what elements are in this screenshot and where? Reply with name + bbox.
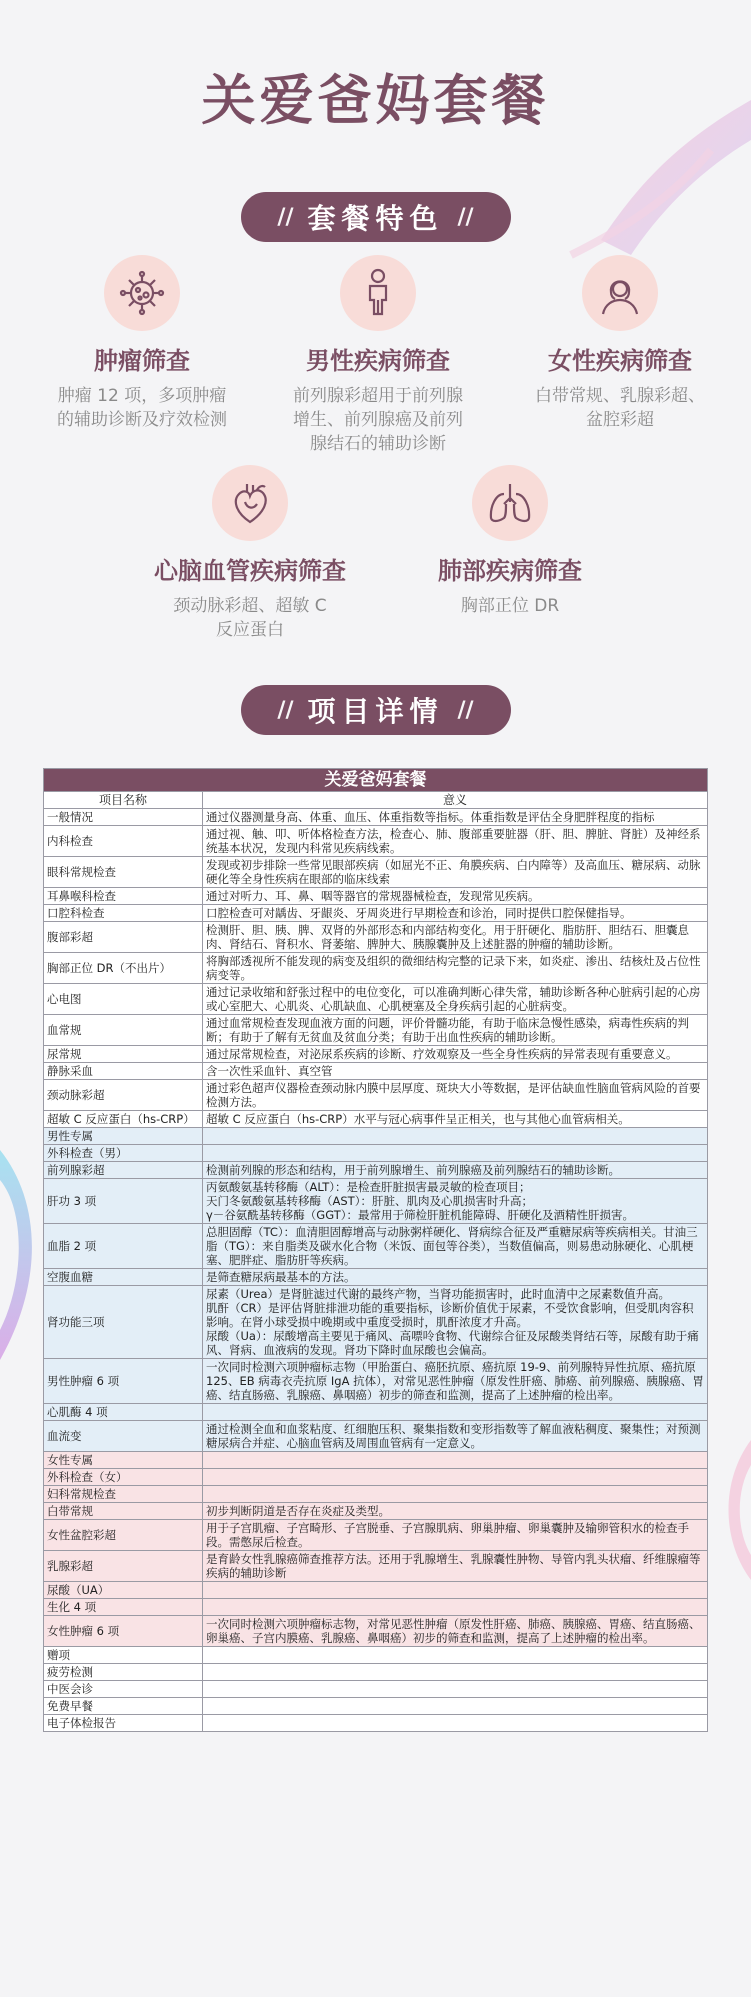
item-meaning bbox=[203, 1698, 708, 1715]
feature-desc-line: 肿瘤 12 项，多项肿瘤 bbox=[57, 386, 227, 406]
item-meaning bbox=[203, 1599, 708, 1616]
item-meaning bbox=[203, 1145, 708, 1162]
feature-title: 男性疾病筛查 bbox=[306, 347, 450, 375]
feature-desc-line: 颈动脉彩超、超敏 C bbox=[173, 596, 327, 616]
table-row bbox=[44, 1664, 708, 1681]
item-name: 免费早餐 bbox=[44, 1698, 203, 1715]
feature-desc bbox=[400, 594, 620, 618]
item-meaning: 总胆固醇（TC）：血清胆固醇增高与动脉粥样硬化、肾病综合征及严重糖尿病等疾病相关。甘油三脂（TG）：来自脂类及碳水化合物（米饭、面包等谷类），当数值偏高，则易患动脉硬化、心肌梗塞、肥胖症、脂肪肝等疾病。 bbox=[203, 1224, 708, 1269]
table-row bbox=[44, 1179, 708, 1224]
item-meaning bbox=[203, 1647, 708, 1664]
table-row bbox=[44, 1162, 708, 1179]
item-meaning: 通过检测全血和血浆粘度、红细胞压积、聚集指数和变形指数等了解血液粘稠度、聚集性；对预测糖尿病合并症、心脑血管病及周围血管病有一定意义。 bbox=[203, 1421, 708, 1452]
item-meaning: 一次同时检测六项肿瘤标志物，对常见恶性肿瘤（原发性肝癌、肺癌、胰腺癌、胃癌、结直肠癌、卵巢癌、子宫内膜癌、乳腺癌、鼻咽癌）初步的筛查和监测，提高了上述肿瘤的检出率。 bbox=[203, 1616, 708, 1647]
table-row bbox=[44, 1404, 708, 1421]
item-meaning: 通过对听力、耳、鼻、咽等器官的常规器械检查，发现常见疾病。 bbox=[203, 888, 708, 905]
item-meaning: 含一次性采血针、真空管 bbox=[203, 1063, 708, 1080]
table-row bbox=[44, 1080, 708, 1111]
table-row bbox=[44, 1145, 708, 1162]
feature-desc-line: 白带常规、乳腺彩超、 bbox=[535, 386, 705, 406]
item-meaning: 检测肝、胆、胰、脾、双肾的外部形态和内部结构变化。用于肝硬化、脂肪肝、胆结石、胆囊息肉、肾结石、肾积水、肾萎缩、脾肿大、胰腺囊肿及上述脏器的肿瘤的辅助诊断。 bbox=[203, 922, 708, 953]
item-meaning: 口腔检查可对龋齿、牙龈炎、牙周炎进行早期检查和诊治，同时提供口腔保健指导。 bbox=[203, 905, 708, 922]
table-header-row bbox=[44, 792, 708, 809]
feature-desc bbox=[263, 384, 493, 456]
feature-desc-line: 胸部正位 DR bbox=[460, 596, 560, 616]
item-name: 妇科常规检查 bbox=[44, 1486, 203, 1503]
table-row bbox=[44, 1452, 708, 1469]
item-meaning: 是育龄女性乳腺癌筛查推荐方法。还用于乳腺增生、乳腺囊性肿物、导管内乳头状瘤、纤维腺瘤等疾病的辅助诊断 bbox=[203, 1551, 708, 1582]
item-name: 中医会诊 bbox=[44, 1681, 203, 1698]
feature-desc-line: 增生、前列腺癌及前列 bbox=[293, 410, 463, 430]
item-name: 男性专属 bbox=[44, 1128, 203, 1145]
table-row bbox=[44, 1224, 708, 1269]
table-row bbox=[44, 1698, 708, 1715]
item-meaning: 将胸部透视所不能发现的病变及组织的微细结构完整的记录下来，如炎症、渗出、结核灶及占位性病变等。 bbox=[203, 953, 708, 984]
item-name: 肾功能三项 bbox=[44, 1286, 203, 1359]
table-row bbox=[44, 1269, 708, 1286]
item-name: 口腔科检查 bbox=[44, 905, 203, 922]
table-title: 关爱爸妈套餐 bbox=[44, 769, 708, 792]
table-row bbox=[44, 1286, 708, 1359]
table-row bbox=[44, 809, 708, 826]
table-row bbox=[44, 1647, 708, 1664]
item-meaning: 尿素（Urea）是肾脏滤过代谢的最终产物，当肾功能损害时，此时血清中之尿素数值升高。 肌酐（CR）是评估肾脏排泄功能的重要指标，诊断价值优于尿素，不受饮食影响，但受肌肉容积影响。在肾小球受损中晚期或中重度受损时，肌酐浓度才升高。 尿酸（Ua）：尿酸增高主要见于痛风、高嘌呤食物、代谢综合征及尿酸类肾结石等，尿酸有助于痛风、肾病、血液病的发现。肾功下降时血尿酸也会偏高。 bbox=[203, 1286, 708, 1359]
item-meaning: 通过仪器测量身高、体重、血压、体重指数等指标。体重指数是评估全身肥胖程度的指标 bbox=[203, 809, 708, 826]
item-name: 尿常规 bbox=[44, 1046, 203, 1063]
male-person-icon bbox=[340, 255, 416, 331]
item-name: 女性专属 bbox=[44, 1452, 203, 1469]
table-row bbox=[44, 1520, 708, 1551]
item-name: 前列腺彩超 bbox=[44, 1162, 203, 1179]
item-name: 肝功 3 项 bbox=[44, 1179, 203, 1224]
feature-cardio bbox=[130, 465, 370, 642]
page-title: 关爱爸妈套餐 bbox=[201, 69, 550, 132]
feature-desc bbox=[510, 384, 730, 432]
item-name: 心肌酶 4 项 bbox=[44, 1404, 203, 1421]
slash-decoration: // bbox=[457, 204, 474, 230]
virus-icon bbox=[104, 255, 180, 331]
item-name: 血常规 bbox=[44, 1015, 203, 1046]
item-meaning: 通过记录收缩和舒张过程中的电位变化，可以准确判断心律失常，辅助诊断各种心脏病引起的心房或心室肥大、心肌炎、心肌缺血、心肌梗塞及全身疾病引起的心脏病变。 bbox=[203, 984, 708, 1015]
section-title: 套餐特色 bbox=[307, 202, 444, 235]
slash-decoration: // bbox=[277, 697, 294, 723]
item-name: 心电图 bbox=[44, 984, 203, 1015]
item-meaning bbox=[203, 1664, 708, 1681]
lungs-icon bbox=[472, 465, 548, 541]
feature-desc-line: 前列腺彩超用于前列腺 bbox=[293, 386, 463, 406]
item-meaning bbox=[203, 1128, 708, 1145]
item-meaning bbox=[203, 1486, 708, 1503]
column-header-meaning: 意义 bbox=[203, 792, 708, 809]
table-row bbox=[44, 1582, 708, 1599]
item-name: 生化 4 项 bbox=[44, 1599, 203, 1616]
table-row bbox=[44, 1359, 708, 1404]
feature-desc bbox=[32, 384, 252, 432]
table-row bbox=[44, 888, 708, 905]
table-row bbox=[44, 1046, 708, 1063]
item-name: 疲劳检测 bbox=[44, 1664, 203, 1681]
table-row bbox=[44, 1111, 708, 1128]
item-meaning: 通过视、触、叩、听体格检查方法，检查心、肺、腹部重要脏器（肝、胆、脾脏、肾脏）及神经系统基本状况，发现内科常见疾病线索。 bbox=[203, 826, 708, 857]
item-name: 乳腺彩超 bbox=[44, 1551, 203, 1582]
table-row bbox=[44, 922, 708, 953]
feature-desc bbox=[130, 594, 370, 642]
feature-lung bbox=[400, 465, 620, 618]
item-meaning: 检测前列腺的形态和结构，用于前列腺增生、前列腺癌及前列腺结石的辅助诊断。 bbox=[203, 1162, 708, 1179]
item-name: 赠项 bbox=[44, 1647, 203, 1664]
item-name: 尿酸（UA） bbox=[44, 1582, 203, 1599]
table-row bbox=[44, 1616, 708, 1647]
item-meaning bbox=[203, 1681, 708, 1698]
slash-decoration: // bbox=[277, 204, 294, 230]
table-row bbox=[44, 1681, 708, 1698]
item-meaning bbox=[203, 1404, 708, 1421]
table-row bbox=[44, 1469, 708, 1486]
feature-title: 肿瘤筛查 bbox=[94, 347, 190, 375]
table-row bbox=[44, 984, 708, 1015]
feature-tumor bbox=[32, 255, 252, 432]
item-name: 超敏 C 反应蛋白（hs-CRP） bbox=[44, 1111, 203, 1128]
decorative-ribbon-side-right bbox=[701, 1440, 751, 1580]
item-meaning bbox=[203, 1452, 708, 1469]
feature-desc-line: 的辅助诊断及疗效检测 bbox=[57, 410, 227, 430]
item-name: 外科检查（男） bbox=[44, 1145, 203, 1162]
item-name: 胸部正位 DR（不出片） bbox=[44, 953, 203, 984]
item-name: 女性盆腔彩超 bbox=[44, 1520, 203, 1551]
item-meaning: 一次同时检测六项肿瘤标志物（甲胎蛋白、癌胚抗原、癌抗原 19-9、前列腺特异性抗原、癌抗原 125、EB 病毒衣壳抗原 IgA 抗体），对常见恶性肿瘤（原发性肝癌、肺癌、前列腺癌、胰腺癌、胃癌、结直肠癌、乳腺癌、鼻咽癌）初步的筛查和监测，提高了上述肿瘤的检出率。 bbox=[203, 1359, 708, 1404]
item-meaning: 通过血常规检查发现血液方面的问题，评价骨髓功能，有助于临床急慢性感染，病毒性疾病的判断；有助于了解有无贫血及贫血分类；有助于出血性疾病的辅助诊断。 bbox=[203, 1015, 708, 1046]
slash-decoration: // bbox=[457, 697, 474, 723]
table-row bbox=[44, 1715, 708, 1732]
section-header-features bbox=[241, 192, 511, 242]
item-name: 静脉采血 bbox=[44, 1063, 203, 1080]
item-meaning bbox=[203, 1715, 708, 1732]
table-row bbox=[44, 1551, 708, 1582]
table-row bbox=[44, 826, 708, 857]
feature-male bbox=[263, 255, 493, 456]
item-name: 一般情况 bbox=[44, 809, 203, 826]
item-meaning bbox=[203, 1582, 708, 1599]
item-name: 眼科常规检查 bbox=[44, 857, 203, 888]
table-row bbox=[44, 857, 708, 888]
item-name: 血脂 2 项 bbox=[44, 1224, 203, 1269]
table-row bbox=[44, 1015, 708, 1046]
item-name: 内科检查 bbox=[44, 826, 203, 857]
section-header-details bbox=[241, 685, 511, 735]
item-meaning: 初步判断阴道是否存在炎症及类型。 bbox=[203, 1503, 708, 1520]
item-name: 电子体检报告 bbox=[44, 1715, 203, 1732]
item-name: 女性肿瘤 6 项 bbox=[44, 1616, 203, 1647]
feature-title: 心脑血管疾病筛查 bbox=[154, 557, 346, 585]
item-meaning: 通过尿常规检查，对泌尿系疾病的诊断、疗效观察及一些全身性疾病的异常表现有重要意义。 bbox=[203, 1046, 708, 1063]
table-row bbox=[44, 905, 708, 922]
item-meaning: 超敏 C 反应蛋白（hs-CRP）水平与冠心病事件呈正相关，也与其他心血管病相关。 bbox=[203, 1111, 708, 1128]
item-name: 外科检查（女） bbox=[44, 1469, 203, 1486]
feature-title: 女性疾病筛查 bbox=[548, 347, 692, 375]
package-detail-table bbox=[43, 768, 708, 1732]
feature-desc-line: 腺结石的辅助诊断 bbox=[310, 434, 446, 454]
table-row bbox=[44, 953, 708, 984]
table-title-row bbox=[44, 769, 708, 792]
item-meaning: 用于子宫肌瘤、子宫畸形、子宫脱垂、子宫腺肌病、卵巢肿瘤、卵巢囊肿及输卵管积水的检查手段。需憋尿后检查。 bbox=[203, 1520, 708, 1551]
feature-title: 肺部疾病筛查 bbox=[438, 557, 582, 585]
female-person-icon bbox=[582, 255, 658, 331]
heart-icon bbox=[212, 465, 288, 541]
item-name: 血流变 bbox=[44, 1421, 203, 1452]
feature-desc-line: 反应蛋白 bbox=[216, 620, 284, 640]
table-row bbox=[44, 1063, 708, 1080]
item-meaning: 通过彩色超声仪器检查颈动脉内膜中层厚度、斑块大小等数据，是评估缺血性脑血管病风险的首要检测方法。 bbox=[203, 1080, 708, 1111]
item-name: 耳鼻喉科检查 bbox=[44, 888, 203, 905]
section-title: 项目详情 bbox=[307, 695, 444, 728]
feature-female bbox=[510, 255, 730, 432]
item-name: 腹部彩超 bbox=[44, 922, 203, 953]
item-name: 空腹血糖 bbox=[44, 1269, 203, 1286]
item-name: 颈动脉彩超 bbox=[44, 1080, 203, 1111]
table-row bbox=[44, 1599, 708, 1616]
item-name: 白带常规 bbox=[44, 1503, 203, 1520]
table-row bbox=[44, 1421, 708, 1452]
item-meaning: 发现或初步排除一些常见眼部疾病（如屈光不正、角膜疾病、白内障等）及高血压、糖尿病、动脉硬化等全身性疾病在眼部的临床线索 bbox=[203, 857, 708, 888]
item-meaning bbox=[203, 1469, 708, 1486]
table-row bbox=[44, 1486, 708, 1503]
column-header-name: 项目名称 bbox=[44, 792, 203, 809]
item-meaning: 丙氨酸氨基转移酶（ALT）：是检查肝脏损害最灵敏的检查项目； 天门冬氨酸氨基转移酶（AST）：肝脏、肌肉及心肌损害时升高； γ－谷氨酰基转移酶（GGT）：最常用于筛检肝脏机能障碍、肝硬化及酒精性肝损害。 bbox=[203, 1179, 708, 1224]
feature-desc-line: 盆腔彩超 bbox=[586, 410, 654, 430]
table-row bbox=[44, 1503, 708, 1520]
item-meaning: 是筛查糖尿病最基本的方法。 bbox=[203, 1269, 708, 1286]
item-name: 男性肿瘤 6 项 bbox=[44, 1359, 203, 1404]
table-row bbox=[44, 1128, 708, 1145]
